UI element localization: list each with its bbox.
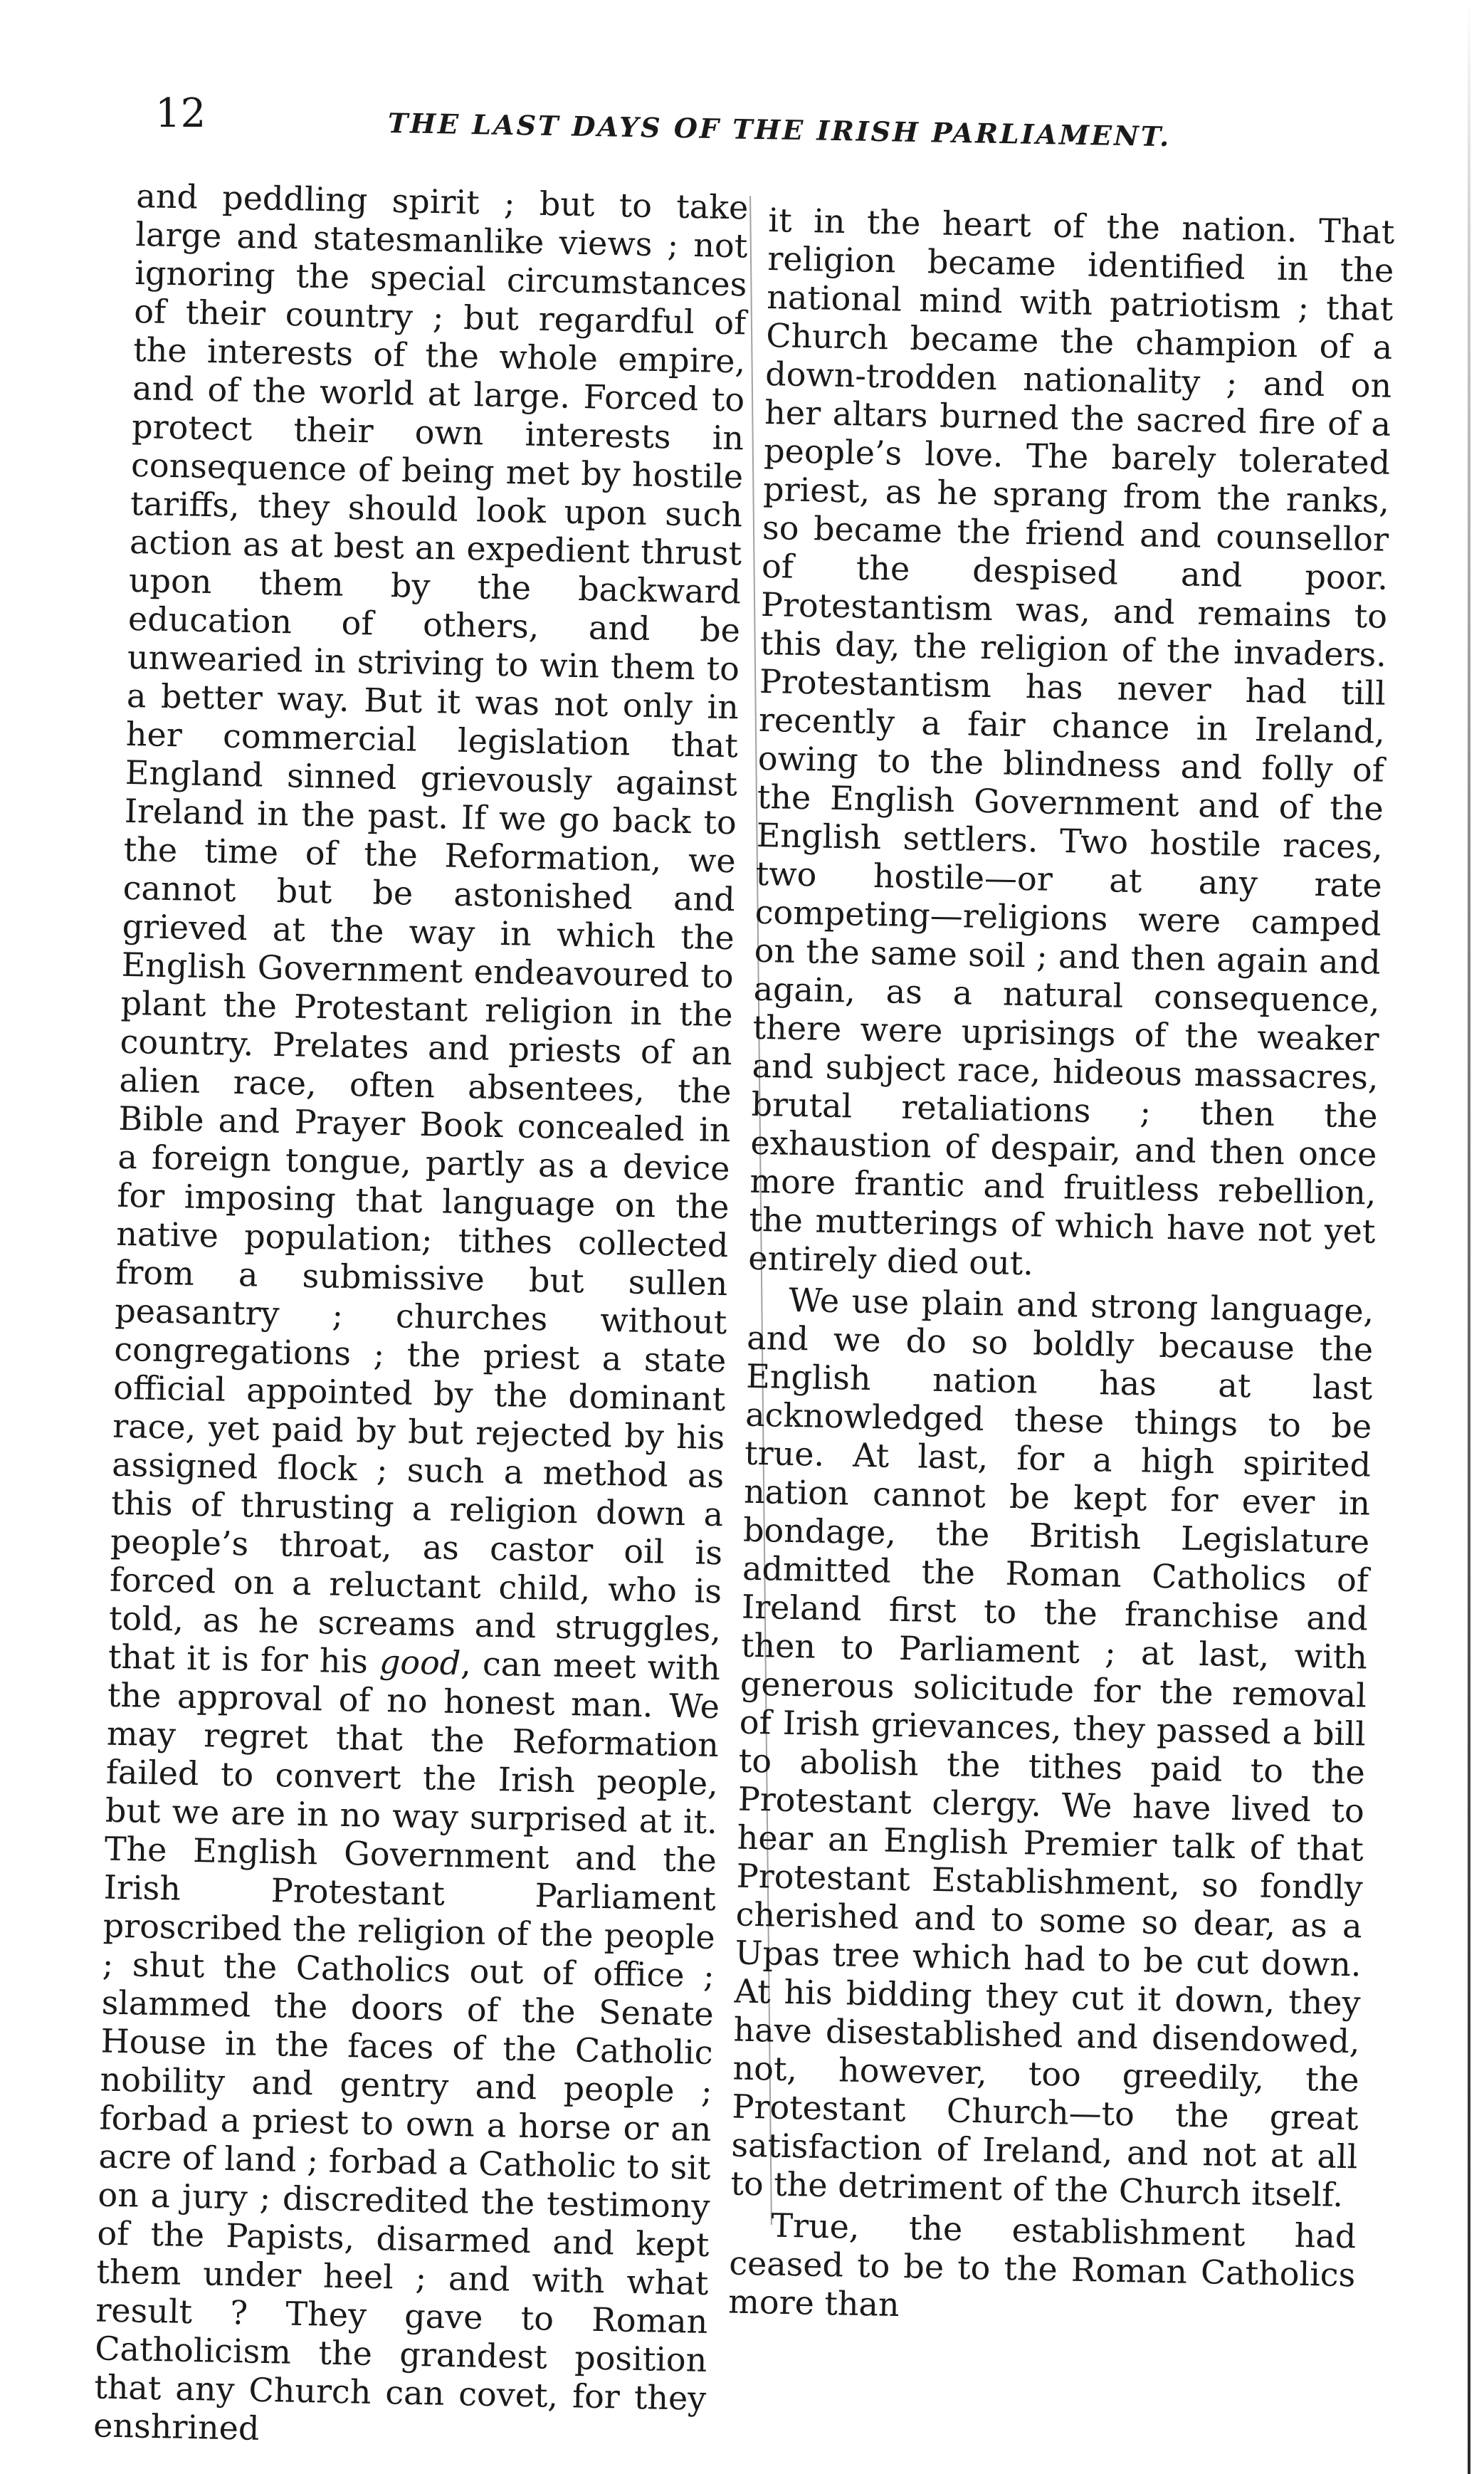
right-paragraph-3: True, the establishment had ceased to be to the Roman Catholics more than (727, 2206, 1357, 2324)
right-column (728, 201, 1395, 2332)
italic-emphasis: good (379, 1642, 461, 1683)
left-column (93, 177, 749, 2456)
running-title: THE LAST DAYS OF THE IRISH PARLIAMENT. (387, 107, 1172, 153)
left-text-part-1: and peddling spirit ; but to take large and statesmanlike views ; not ignoring the special circumstances of their country ; but regardful of the interests of the whole empire, and of the world at large. Forced to protect their own interests in consequence of being met by hostile tariffs, they should look upon such action as at best an expedient thrust upon them by the backward education of others, and be unwearied in striving to win them to a better way. But it was not only in her commercial legislation that England sinned grievously against Ireland in the past. If we go back to the time of the Reformation, we cannot but be astonished and grieved at the way in which the English Government endeavoured to plant the Protestant religion in the country. Prelates and priests of an alien race, often absentees, the Bible and Prayer Book concealed in a foreign tongue, partly as a device for imposing that language on the native population; tithes collected from a submissive but sullen peasantry ; churches without congregations ; the priest a state official appointed by the dominant race, yet paid by but rejected by his assigned flock ; such a method as this of thrusting a religion down a people’s throat, as castor oil is forced on a reluctant child, who is told, as he screams and struggles, that it is for his (107, 177, 749, 1681)
page-edge-shadow (1468, 0, 1470, 2474)
left-paragraph (93, 177, 749, 2456)
page-number: 12 (155, 90, 206, 137)
left-text-part-2: , can meet with the approval of no honest man. We may regret that the Reformation failed to convert the Irish people, but we are in no way surprised at it. The English Government and the Irish Protestant Parliament proscribed the religion of the people ; shut the Catholics out of office ; slammed the doors of the Senate House in the faces of the Catholic nobility and gentry and people ; forbad a priest to own a horse or an acre of land ; forbad a Catholic to sit on a jury ; discredited the testimony of the Papists, disarmed and kept them under heel ; and with what result ? They gave to Roman Catholicism the grandest position that any Church can covet, for they enshrined (93, 1644, 721, 2448)
right-paragraph-1: it in the heart of the nation. That religion became identified in the national mind with patriotism ; that Church became the champion of a down-trodden nationality ; and on her altars burned the sacred fire of a people’s love. The barely tolerated priest, as he sprang from the ranks, so became the friend and counsellor of the despised and poor. Protestantism was, and remains to this day, the religion of the invaders. Protestantism has never had till recently a fair chance in Ireland, owing to the blindness and folly of the English Government and of the English settlers. Two hostile races, two hostile—or at any rate competing—religions were camped on the same soil ; and then again and again, as a natural consequence, there were uprisings of the weaker and subject race, hideous massacres, brutal retaliations ; then the exhaustion of despair, and then once more frantic and fruitless rebellion, the mutterings of which have not yet entirely died out. (747, 201, 1395, 1283)
right-paragraph-2: We use plain and strong language, and we do so boldly because the English nation has at last acknowledged these things to be true. At last, for a high spirited nation cannot be kept for ever in bondage, the British Legislature admitted the Roman Catholics of Ireland first to the franchise and then to Parliament ; at last, with generous solicitude for the removal of Irish grievances, they passed a bill to abolish the tithes paid to the Protestant clergy. We have lived to hear an English Premier talk of that Protestant Establishment, so fondly cherished and to some so dear, as a Upas tree which had to be cut down. At his bidding they cut it down, they have disestablished and disendowed, not, however, too greedily, the Protestant Church—to the great satisfaction of Ireland, and not at all to the detriment of the Church itself. (730, 1280, 1374, 2215)
